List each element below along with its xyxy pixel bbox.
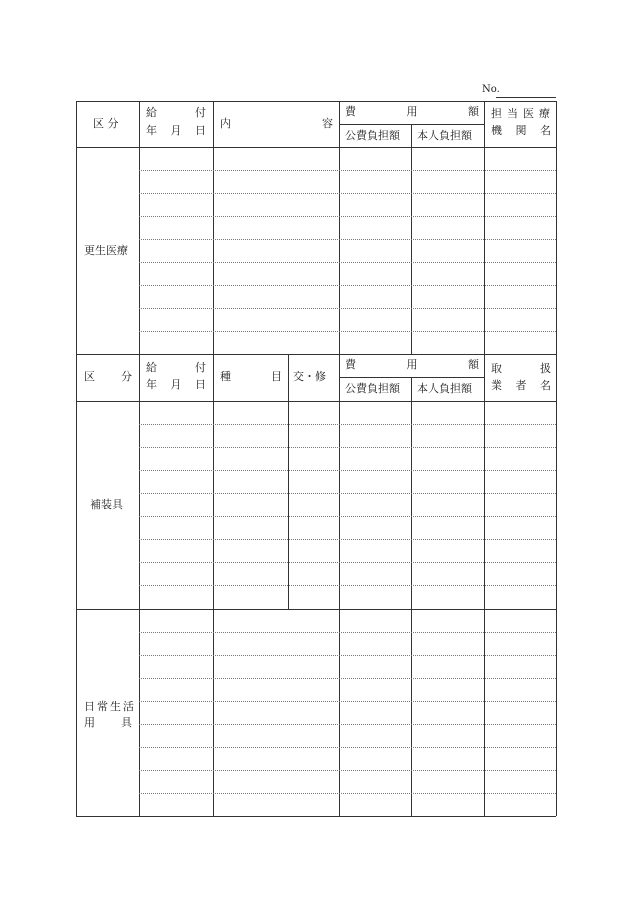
header-text: 日 xyxy=(195,378,206,391)
row-line xyxy=(139,724,556,725)
section-label-daily-living-line1: 日常生活 xyxy=(84,700,136,713)
section-label-rehab-medical: 更生医療 xyxy=(84,244,128,257)
divider xyxy=(339,609,340,816)
header-text: 費 xyxy=(345,358,356,371)
header-handler-bottom xyxy=(491,380,551,392)
divider xyxy=(213,101,214,354)
header-text: 業 xyxy=(491,379,502,392)
divider xyxy=(139,101,140,354)
section-label-daily-living-line2 xyxy=(84,717,132,729)
header-handler-top xyxy=(491,363,551,375)
header-issue-date-bottom xyxy=(146,125,206,137)
header-text: 額 xyxy=(468,105,479,118)
row-line xyxy=(139,285,556,286)
divider xyxy=(484,354,485,609)
header-text: 費 xyxy=(345,105,356,118)
divider xyxy=(411,609,412,816)
header-text: 種 xyxy=(220,370,231,383)
divider xyxy=(484,101,485,354)
header-text: 取 xyxy=(491,362,502,375)
header-text: 月 xyxy=(170,124,182,137)
header-issue-date-bottom-2 xyxy=(146,379,206,391)
header-content xyxy=(220,118,333,130)
header-text: 容 xyxy=(322,117,333,130)
header-medical-institution-line1: 担当医療 xyxy=(491,107,555,120)
row-line xyxy=(139,493,556,494)
row-line xyxy=(139,562,556,563)
section-label-prosthetics: 補装具 xyxy=(90,498,123,511)
divider xyxy=(76,401,556,402)
header-text: 名 xyxy=(540,124,551,137)
header-text: 用 xyxy=(406,105,418,118)
header-text: 年 xyxy=(146,378,157,391)
header-text: 区 xyxy=(84,370,95,383)
row-line xyxy=(139,424,556,425)
row-line xyxy=(139,216,556,217)
header-text: 目 xyxy=(271,370,282,383)
header-text: 付 xyxy=(195,361,206,374)
header-issue-date-top xyxy=(146,107,206,119)
divider xyxy=(339,124,484,125)
row-line xyxy=(139,516,556,517)
header-medical-institution-line2 xyxy=(491,125,551,137)
row-line xyxy=(139,308,556,309)
header-text: 日 xyxy=(195,124,206,137)
header-text: 付 xyxy=(195,106,206,119)
divider xyxy=(484,609,485,816)
row-line xyxy=(139,793,556,794)
header-item-type xyxy=(220,371,282,383)
row-line xyxy=(139,585,556,586)
header-text: 扱 xyxy=(540,362,551,375)
row-line xyxy=(139,632,556,633)
row-line xyxy=(139,193,556,194)
row-line xyxy=(139,678,556,679)
row-line xyxy=(139,539,556,540)
row-line xyxy=(139,262,556,263)
header-text: 年 xyxy=(146,124,157,137)
row-line xyxy=(139,470,556,471)
table-left-border xyxy=(76,101,77,816)
header-text: 月 xyxy=(170,378,182,391)
divider xyxy=(288,354,289,609)
row-line xyxy=(139,770,556,771)
header-text: 用 xyxy=(406,358,418,371)
header-public-cost-2: 公費負担額 xyxy=(345,382,400,395)
divider xyxy=(213,609,214,816)
divider xyxy=(339,354,340,609)
form-number-label: No. xyxy=(482,84,500,95)
row-line xyxy=(139,747,556,748)
header-exchange-repair: 交・修 xyxy=(293,370,326,383)
header-text: 分 xyxy=(121,370,132,383)
divider xyxy=(76,147,556,148)
header-cost-2 xyxy=(345,359,479,371)
header-text: 内 xyxy=(220,117,231,130)
header-text: 給 xyxy=(146,106,157,119)
divider xyxy=(339,101,340,354)
row-line xyxy=(139,239,556,240)
row-line xyxy=(139,447,556,448)
divider xyxy=(213,354,214,609)
header-self-cost-2: 本人負担額 xyxy=(417,382,472,395)
header-text: 具 xyxy=(121,716,132,729)
header-text: 関 xyxy=(515,124,527,137)
header-text: 者 xyxy=(515,379,527,392)
table-right-border xyxy=(556,101,557,816)
row-line xyxy=(139,170,556,171)
divider xyxy=(139,354,140,609)
table-bottom-border xyxy=(76,816,556,817)
header-public-cost: 公費負担額 xyxy=(345,129,400,142)
header-cost xyxy=(345,106,479,118)
row-line xyxy=(139,655,556,656)
row-line xyxy=(139,331,556,332)
header-category: 区 分 xyxy=(93,117,119,130)
divider xyxy=(139,609,140,816)
header-issue-date-top-2 xyxy=(146,362,206,374)
row-line xyxy=(139,701,556,702)
header-text: 給 xyxy=(146,361,157,374)
header-text: 用 xyxy=(84,716,95,729)
header-category-2 xyxy=(84,371,132,383)
divider xyxy=(339,377,484,378)
header-text: 名 xyxy=(540,379,551,392)
header-text: 機 xyxy=(491,124,502,137)
header-text: 額 xyxy=(468,358,479,371)
header-self-cost: 本人負担額 xyxy=(417,129,472,142)
